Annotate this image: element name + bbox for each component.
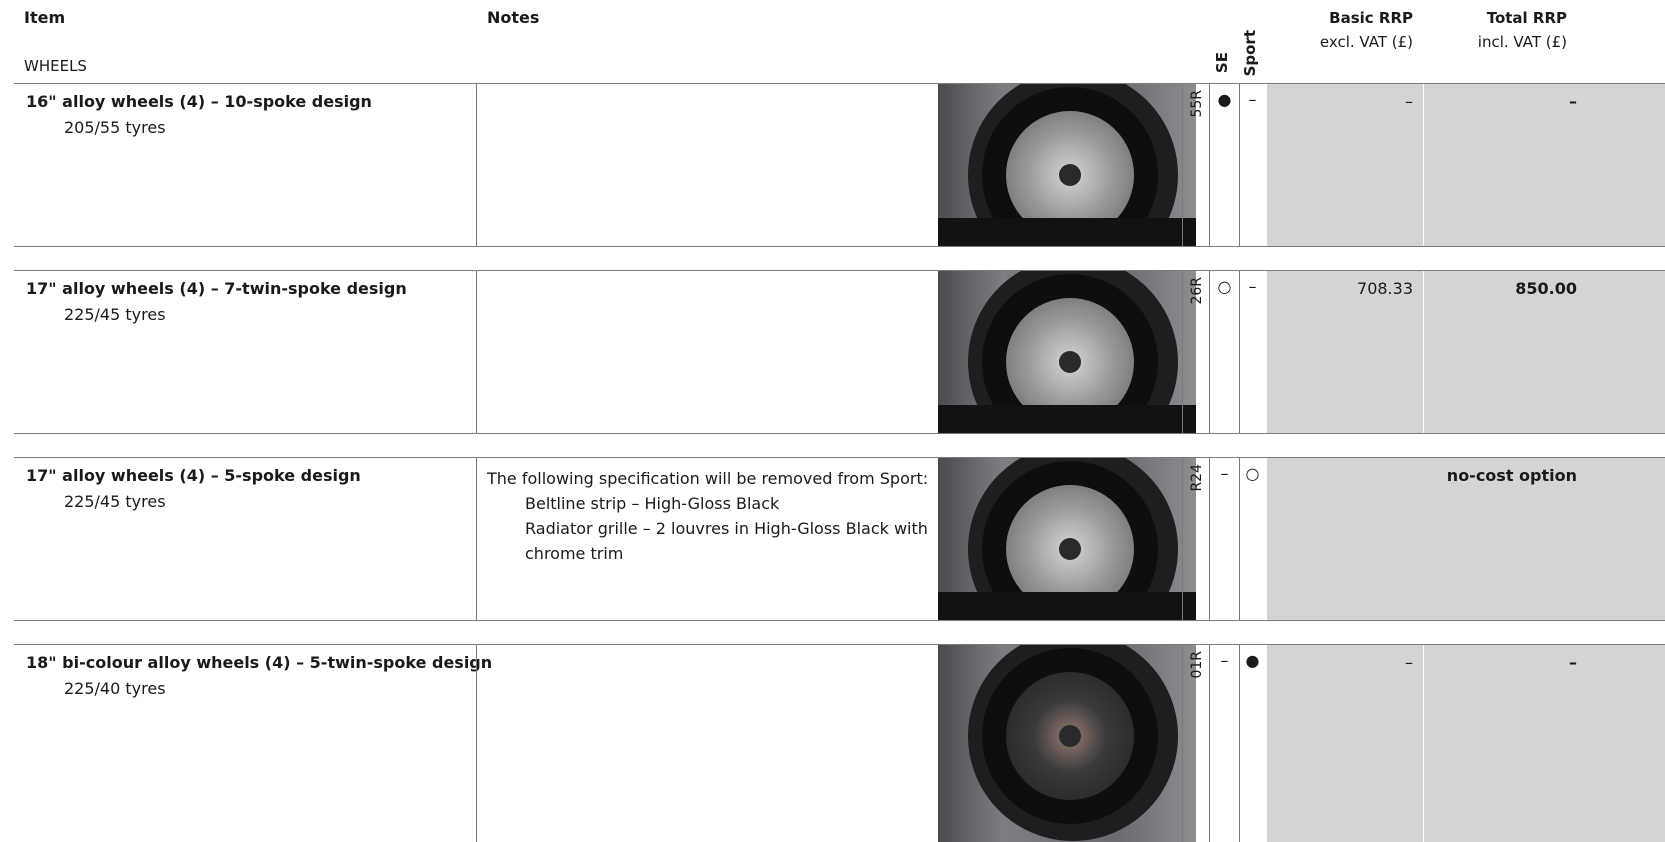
total-price: 850.00 <box>1515 279 1577 298</box>
option-code <box>1182 271 1210 433</box>
option-code-text: R24 <box>1189 464 1205 492</box>
option-code-text: 26R <box>1189 277 1205 305</box>
item-title: 18" bi-colour alloy wheels (4) – 5-twin-spoke design <box>26 653 493 672</box>
basic-rrp-header <box>1270 6 1413 54</box>
se-availability: ● <box>1210 84 1240 246</box>
option-code-text: 55R <box>1189 90 1205 118</box>
se-availability: – <box>1210 645 1240 842</box>
sport-availability: ● <box>1238 645 1268 842</box>
no-cost-option-label: no-cost option <box>1446 466 1577 485</box>
notes-box <box>476 84 966 246</box>
basic-price: – <box>1405 653 1413 672</box>
sport-column-header: Sport <box>1241 30 1259 77</box>
se-availability: ○ <box>1210 271 1240 433</box>
total-price: – <box>1569 92 1577 111</box>
option-code <box>1182 458 1210 620</box>
option-code <box>1182 645 1210 842</box>
item-tyres: 225/45 tyres <box>64 305 166 324</box>
notes-cell <box>476 84 938 246</box>
option-code-text: 01R <box>1189 651 1205 679</box>
se-column-header: SE <box>1213 52 1231 74</box>
notes-line: Radiator grille – 2 louvres in High-Gloss Black with <box>525 519 928 538</box>
item-title: 17" alloy wheels (4) – 5-spoke design <box>26 466 361 485</box>
basic-price-cell <box>1267 645 1424 842</box>
basic-price-cell <box>1267 84 1424 246</box>
item-tyres: 225/45 tyres <box>64 492 166 511</box>
notes-line: chrome trim <box>525 544 624 563</box>
table-row <box>14 457 1665 621</box>
wheel-photo <box>938 271 1196 433</box>
item-column-header: Item <box>24 8 66 27</box>
wheel-photo <box>938 84 1196 246</box>
section-title: WHEELS <box>24 57 87 75</box>
basic-rrp-header-line2: excl. VAT (£) <box>1319 33 1413 51</box>
notes-cell <box>476 458 938 620</box>
item-title: 17" alloy wheels (4) – 7-twin-spoke design <box>26 279 407 298</box>
item-tyres: 205/55 tyres <box>64 118 166 137</box>
notes-line: The following specification will be removed from Sport: <box>487 469 929 488</box>
total-rrp-header-line1: Total RRP <box>1486 9 1567 27</box>
option-code <box>1182 84 1210 246</box>
notes-line: Beltline strip – High-Gloss Black <box>525 494 780 513</box>
total-price-cell <box>1424 84 1665 246</box>
combined-price-cell <box>1267 458 1665 620</box>
notes-cell <box>476 645 938 842</box>
total-rrp-header-line2: incl. VAT (£) <box>1477 33 1567 51</box>
notes-box <box>476 645 966 842</box>
table-row <box>14 270 1665 434</box>
basic-price: – <box>1405 92 1413 111</box>
basic-price: 708.33 <box>1357 279 1413 298</box>
notes-cell <box>476 271 938 433</box>
total-price-cell <box>1424 271 1665 433</box>
total-price-cell <box>1424 645 1665 842</box>
item-title: 16" alloy wheels (4) – 10-spoke design <box>26 92 372 111</box>
notes-box <box>476 271 966 433</box>
item-tyres: 225/40 tyres <box>64 679 166 698</box>
sport-availability: – <box>1238 84 1268 246</box>
se-availability: – <box>1210 458 1240 620</box>
wheel-photo <box>938 458 1196 620</box>
sport-availability: – <box>1238 271 1268 433</box>
total-rrp-header <box>1425 6 1567 54</box>
table-row <box>14 83 1665 247</box>
sport-availability: ○ <box>1238 458 1268 620</box>
table-row <box>14 644 1665 842</box>
basic-price-cell <box>1267 271 1424 433</box>
notes-column-header: Notes <box>487 8 540 27</box>
notes-box <box>476 458 966 620</box>
basic-rrp-header-line1: Basic RRP <box>1329 9 1413 27</box>
wheel-photo <box>938 645 1196 842</box>
total-price: – <box>1569 653 1577 672</box>
